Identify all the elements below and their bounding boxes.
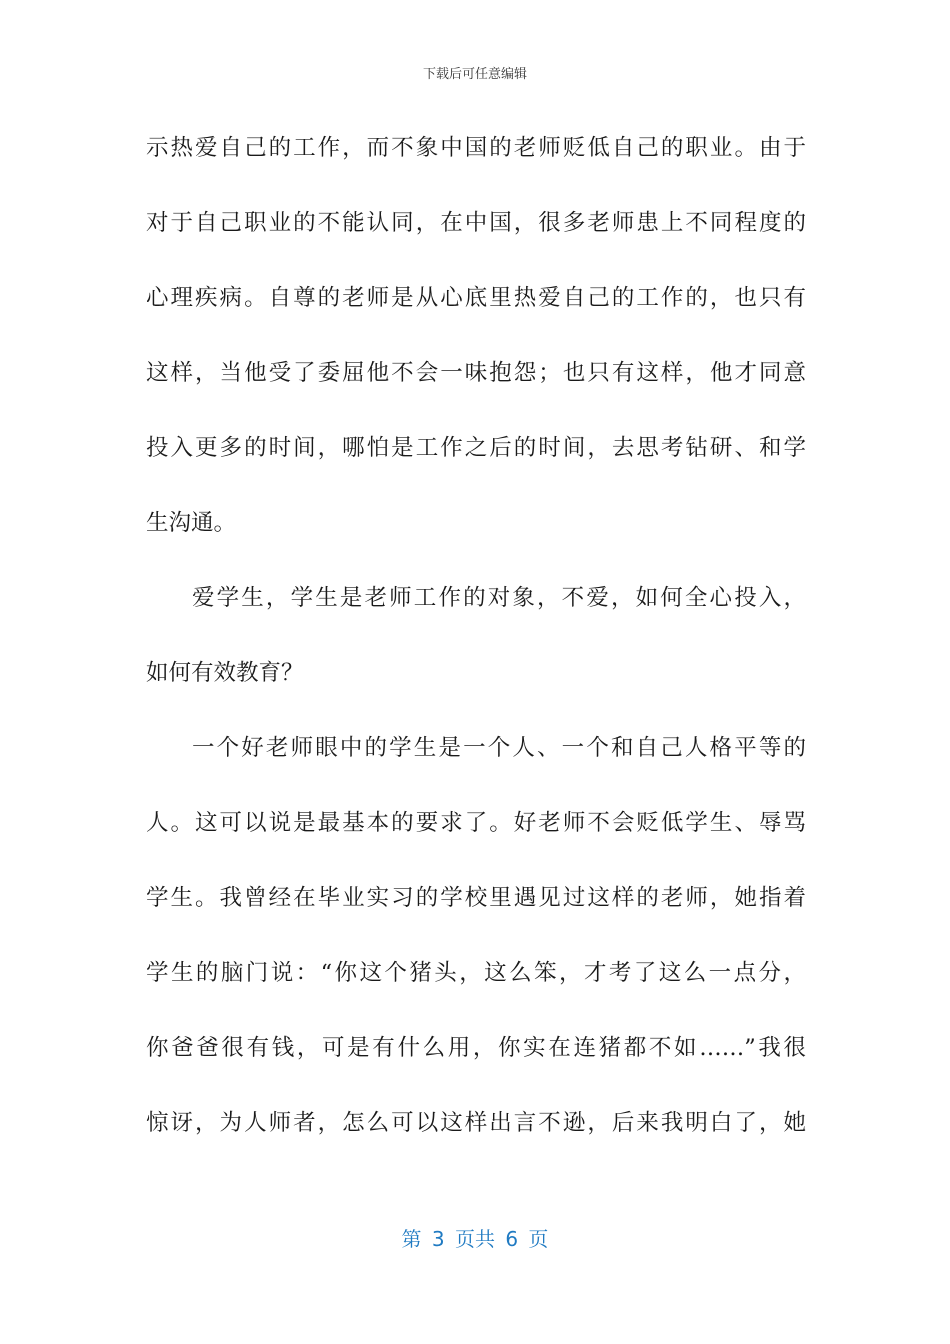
text-line: 人。这可以说是最基本的要求了。好老师不会贬低学生、辱骂 [146, 810, 806, 836]
text-line: 惊讶，为人师者，怎么可以这样出言不逊，后来我明白了，她 [146, 1110, 806, 1136]
text-line: 对于自己职业的不能认同，在中国，很多老师患上不同程度的 [146, 210, 806, 236]
text-line: 学生的脑门说：“你这个猪头，这么笨，才考了这么一点分， [146, 960, 806, 986]
text-line: 这样，当他受了委屈他不会一味抱怨；也只有这样，他才同意 [146, 360, 806, 386]
text-line: 你爸爸很有钱，可是有什么用，你实在连猪都不如……”我很 [146, 1035, 806, 1061]
text-line: 学生。我曾经在毕业实习的学校里遇见过这样的老师，她指着 [146, 885, 806, 911]
text-line: 投入更多的时间，哪怕是工作之后的时间，去思考钻研、和学 [146, 435, 806, 461]
page-header: 下载后可任意编辑 [422, 67, 527, 82]
text-line: 心理疾病。自尊的老师是从心底里热爱自己的工作的，也只有 [146, 285, 806, 311]
text-line: 生沟通。 [146, 510, 237, 536]
page-number: 第 3 页共 6 页 [401, 1227, 549, 1251]
text-line: 如何有效教育？ [146, 660, 304, 686]
paragraph-first-line: 爱学生，学生是老师工作的对象，不爱，如何全心投入， [192, 585, 806, 611]
text-line: 示热爱自己的工作，而不象中国的老师贬低自己的职业。由于 [146, 135, 806, 161]
paragraph-first-line: 一个好老师眼中的学生是一个人、一个和自己人格平等的 [192, 735, 806, 761]
